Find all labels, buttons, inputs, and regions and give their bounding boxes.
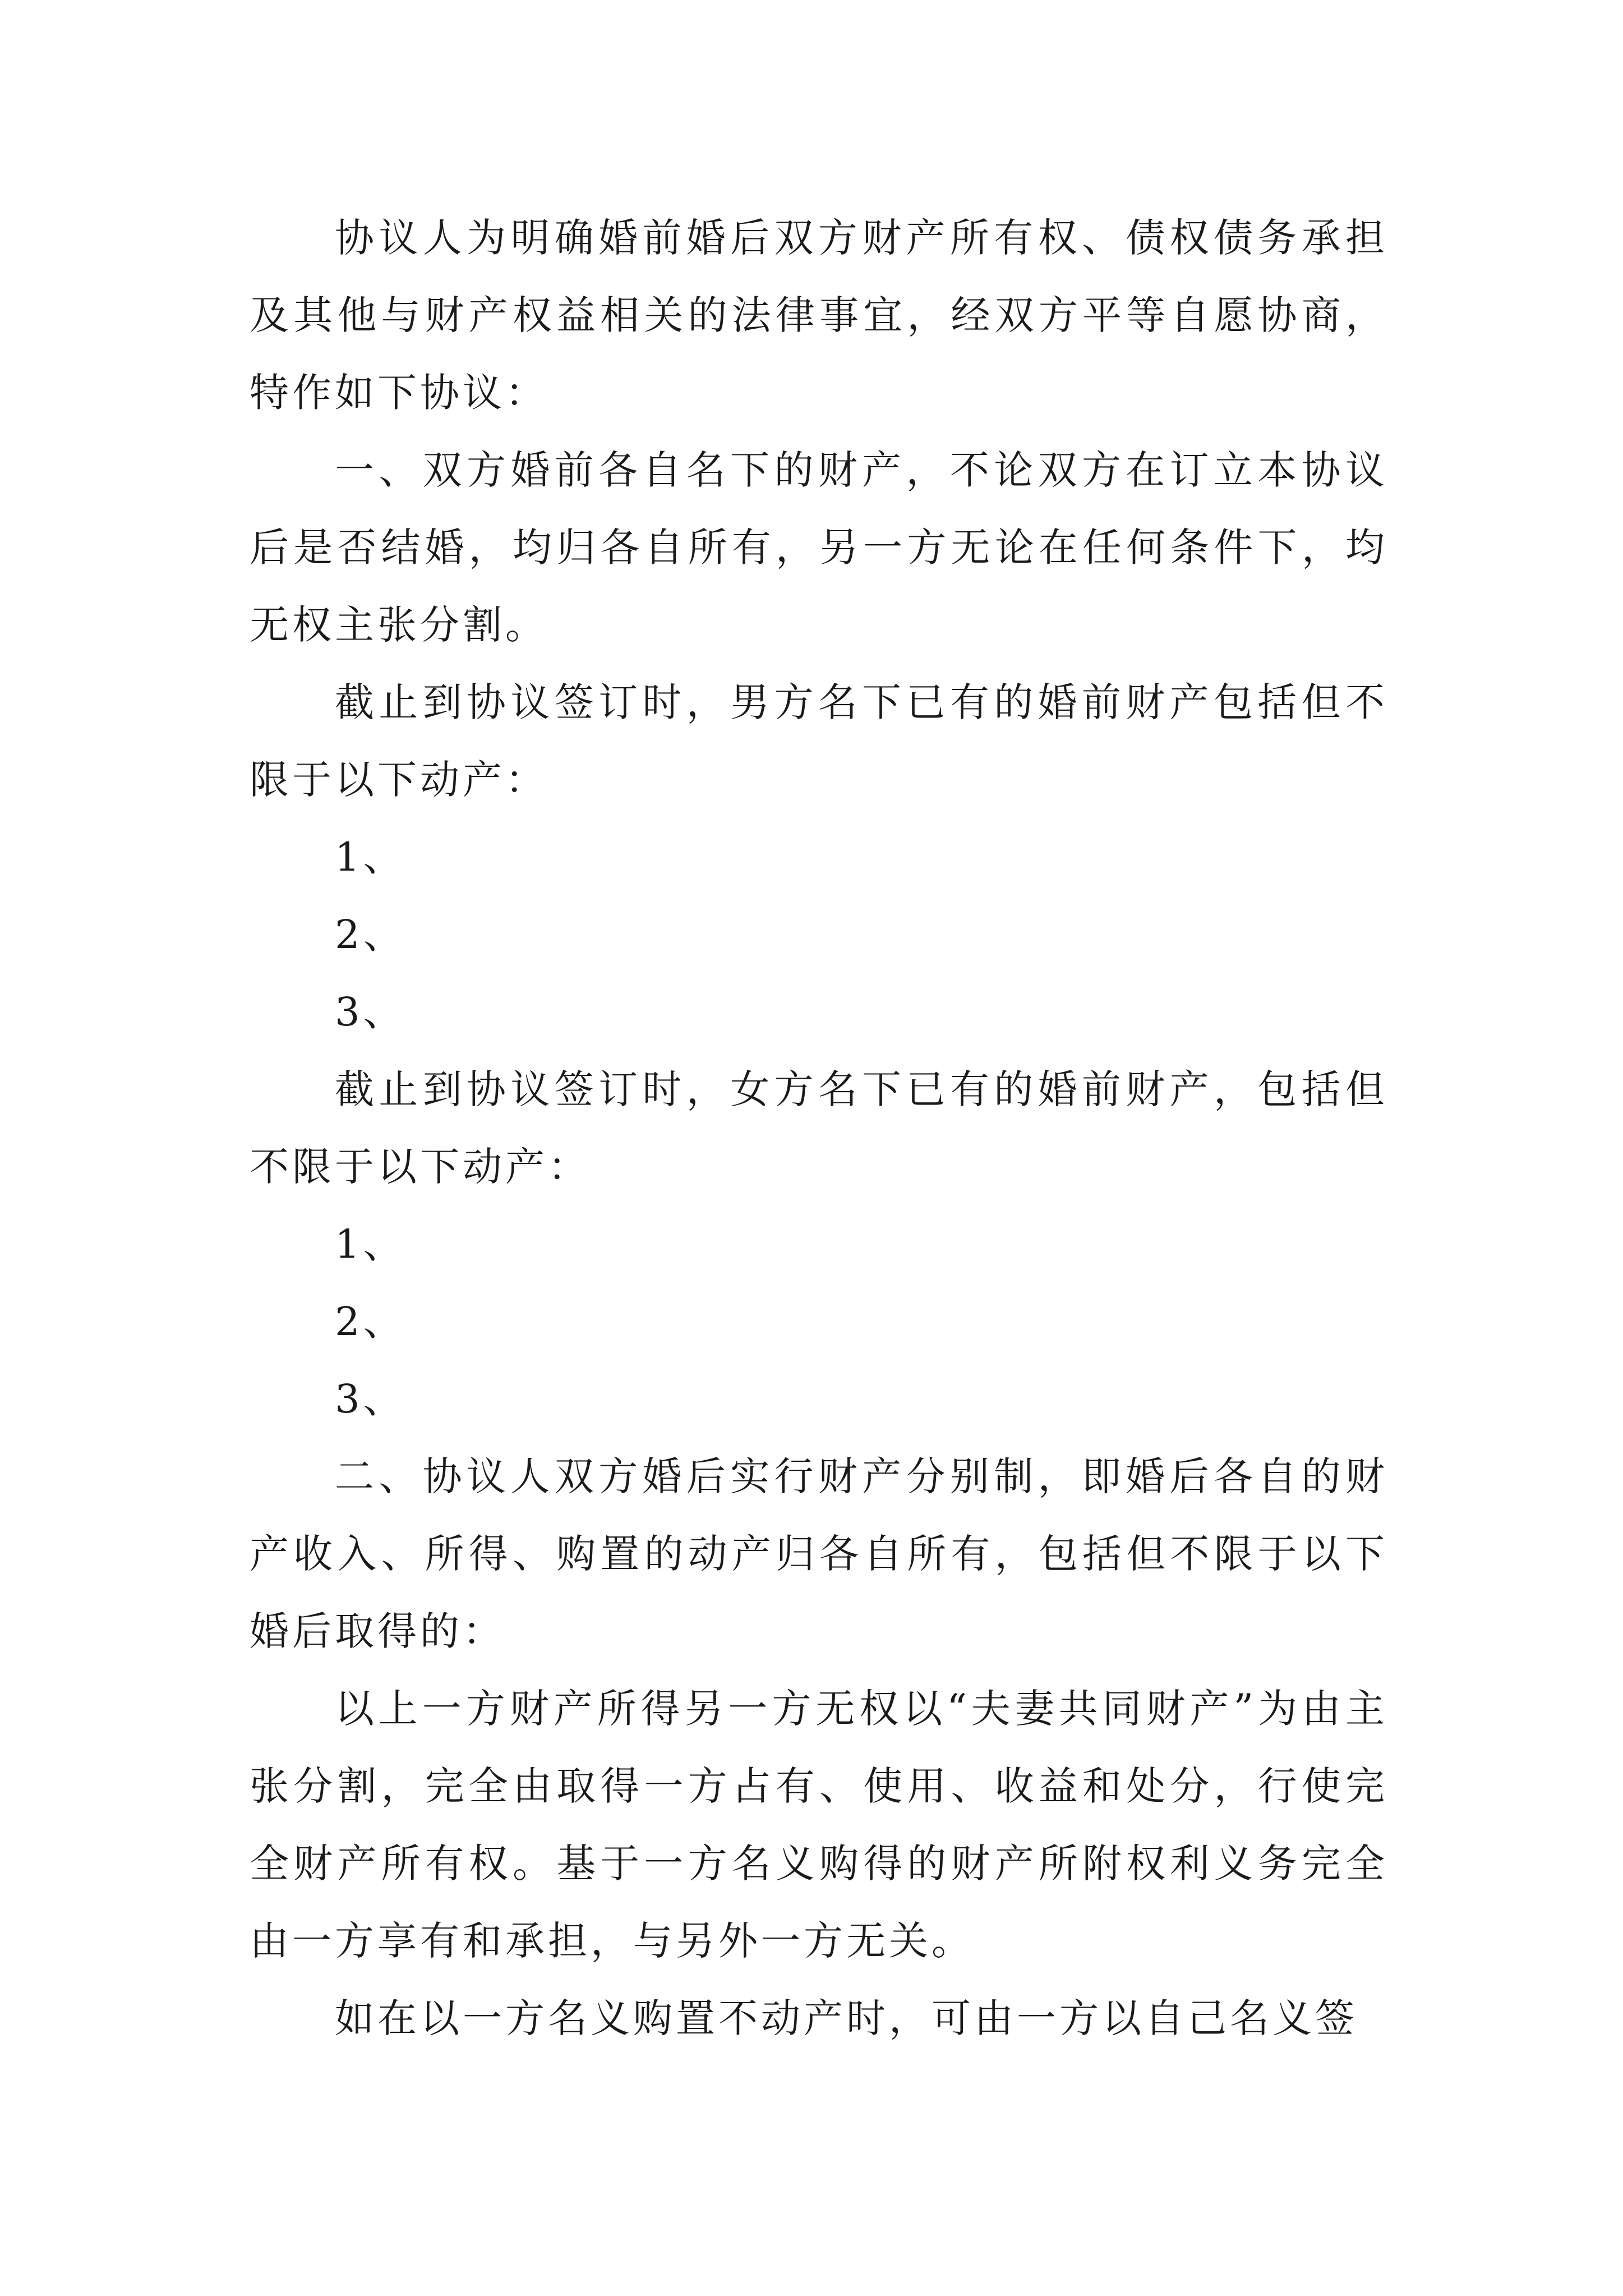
document-page bbox=[250, 199, 1388, 2057]
male-asset-item-3: 3、 bbox=[335, 989, 406, 1035]
male-asset-item-1: 1、 bbox=[335, 834, 406, 880]
female-asset-item-2: 2、 bbox=[335, 1299, 406, 1345]
real-estate-paragraph: 如在以一方名义购置不动产时，可由一方以自己名义签 bbox=[335, 1995, 1358, 2041]
male-asset-item-2: 2、 bbox=[335, 912, 406, 958]
clause-2-paragraph: 二、协议人双方婚后实行财产分别制，即婚后各自的财产收入、所得、购置的动产归各自所有，包括但不限于以下婚后取得的： bbox=[250, 1453, 1388, 1654]
female-asset-item-3: 3、 bbox=[335, 1376, 406, 1422]
female-asset-item-1: 1、 bbox=[335, 1221, 406, 1267]
intro-paragraph: 协议人为明确婚前婚后双方财产所有权、债权债务承担及其他与财产权益相关的法律事宜，经双方平等自愿协商，特作如下协议： bbox=[250, 215, 1388, 416]
female-assets-intro: 截止到协议签订时，女方名下已有的婚前财产，包括但不限于以下动产： bbox=[250, 1066, 1388, 1190]
ownership-paragraph: 以上一方财产所得另一方无权以“夫妻共同财产”为由主张分割，完全由取得一方占有、使用、收益和处分，行使完全财产所有权。基于一方名义购得的财产所附权利义务完全由一方享有和承担，与另外一方无关。 bbox=[250, 1686, 1388, 1964]
clause-1-paragraph: 一、双方婚前各自名下的财产，不论双方在订立本协议后是否结婚，均归各自所有，另一方无论在任何条件下，均无权主张分割。 bbox=[250, 447, 1388, 648]
male-assets-intro: 截止到协议签订时，男方名下已有的婚前财产包括但不限于以下动产： bbox=[250, 679, 1388, 803]
